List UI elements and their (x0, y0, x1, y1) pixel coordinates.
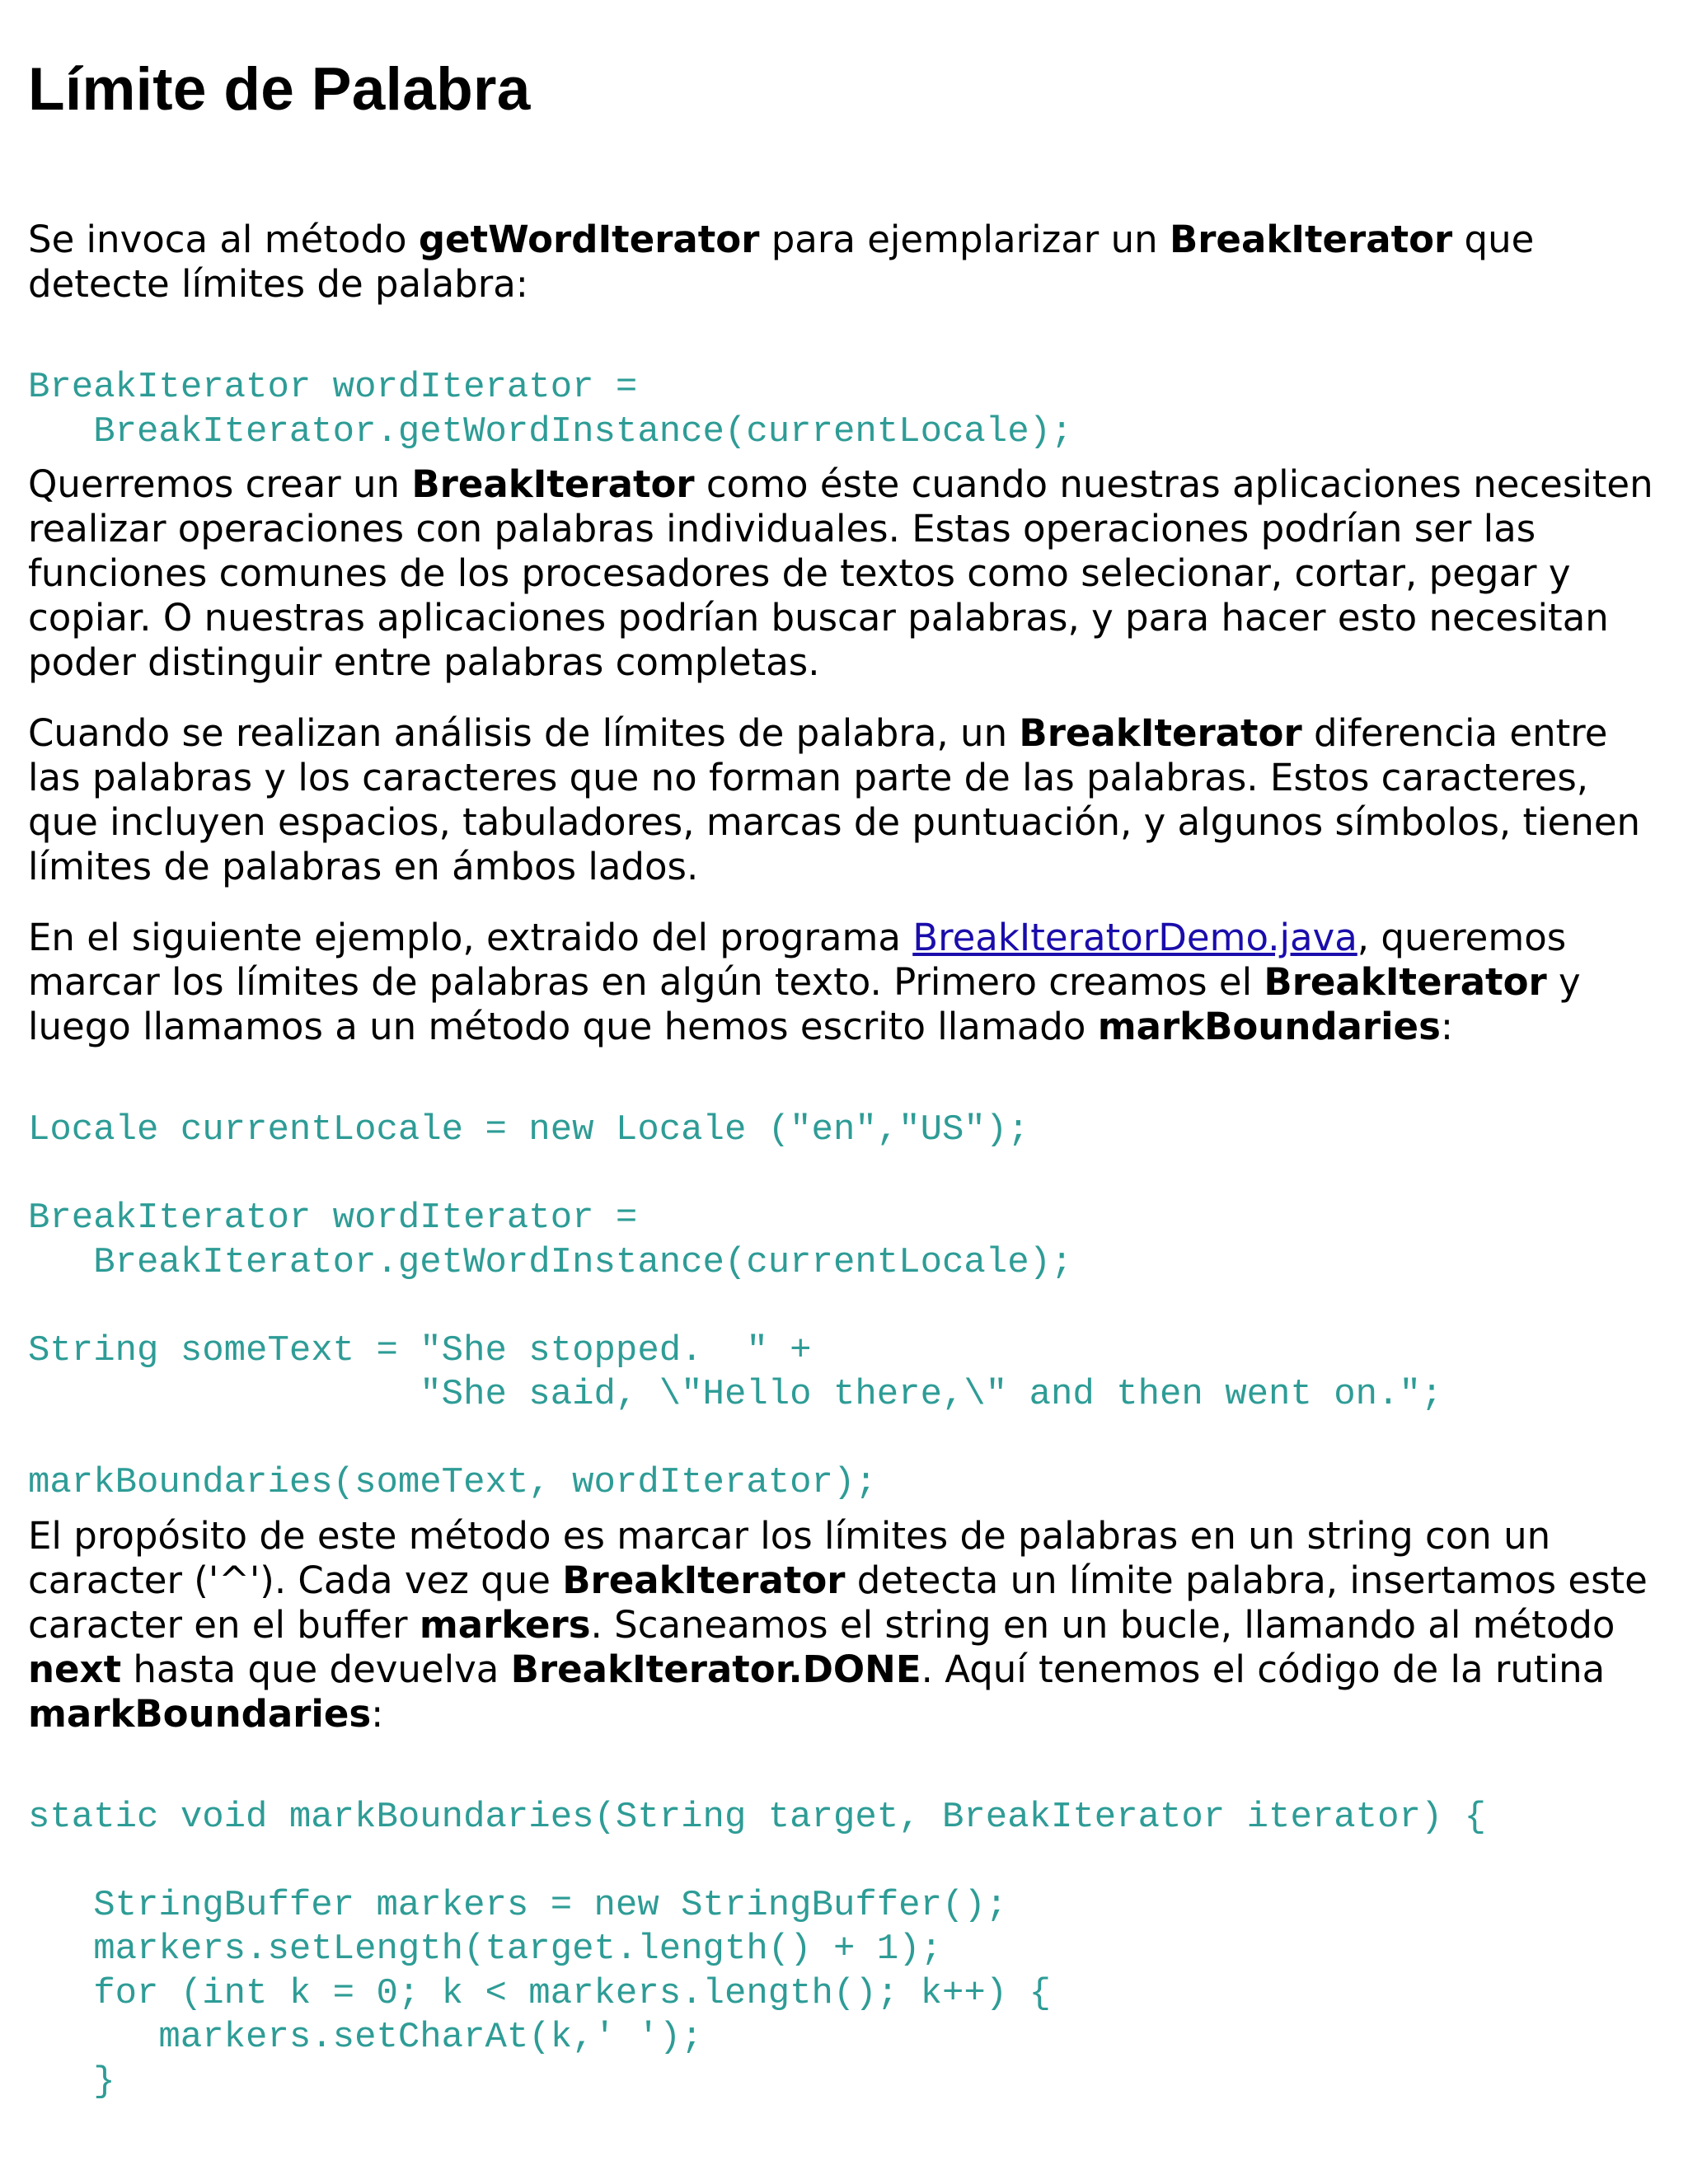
text-run: El propósito de este método es marcar los límites de palabras en un string con un caracter ('^'). Cada vez que (28, 1513, 1551, 1602)
bold-term: BreakIterator (1169, 218, 1453, 261)
bold-term: next (28, 1647, 122, 1691)
text-run: como éste cuando nuestras aplicaciones necesiten realizar operaciones con palabras individuales. Estas operaciones podrían ser las funciones comunes de los procesadores de textos como selecionar, cortar, pegar y copiar. O nuestras aplicaciones podrían buscar palabras, y para hacer esto necesitan poder distinguir entre palabras completas. (28, 462, 1653, 684)
paragraph-intro (28, 218, 1668, 307)
bold-term: BreakIterator (1264, 960, 1547, 1004)
text-run: Cuando se realizan análisis de límites de palabra, un (28, 711, 1020, 755)
code-block-example: Locale currentLocale = new Locale ("en","US"); BreakIterator wordIterator = BreakIterator.getWordInstance(currentLocale); String someText = "She stopped. " + "She said, \"Hello there,\" and then went on."; markBoundaries(someText, wordIterator); (28, 1109, 1443, 1503)
bold-term: markBoundaries (28, 1691, 372, 1736)
code-block-word-iterator: BreakIterator wordIterator = BreakIterator.getWordInstance(currentLocale); (28, 367, 1073, 452)
text-run: que detecte límites de palabra: (28, 218, 1535, 306)
text-run: hasta que devuelva (121, 1647, 511, 1691)
text-run: y luego llamamos a un método que hemos escrito llamado (28, 960, 1581, 1048)
bold-term: BreakIterator (411, 462, 695, 506)
paragraph-usage (28, 462, 1668, 685)
text-run: : (1440, 1005, 1454, 1048)
text-run: En el siguiente ejemplo, extraido del programa (28, 916, 913, 959)
bold-term: BreakIterator (1019, 711, 1302, 755)
text-run: . Aquí tenemos el código de la rutina (921, 1647, 1606, 1691)
text-run: diferencia entre las palabras y los caracteres que no forman parte de las palabras. Estos caracteres, que incluyen espacios, tabuladores, marcas de puntuación, y algunos símbolos, tienen límites de palabras en ámbos lados. (28, 711, 1641, 888)
bold-term: BreakIterator.DONE (510, 1647, 921, 1691)
bold-term: getWordIterator (418, 218, 760, 261)
demo-source-link[interactable]: BreakIteratorDemo.java (912, 916, 1357, 959)
text-run: , queremos marcar los límites de palabras en algún texto. Primero creamos el (28, 916, 1567, 1004)
text-run: para ejemplarizar un (759, 218, 1170, 261)
bold-term: BreakIterator (562, 1558, 846, 1602)
code-block-mark-boundaries: static void markBoundaries(String target, BreakIterator iterator) { StringBuffer markers = new StringBuffer(); markers.setLength(target.length() + 1); for (int k = 0; k < markers.length(); k++) { markers.setCharAt(k,' '); } (28, 1796, 1487, 2102)
text-run: Se invoca al método (28, 218, 419, 261)
bold-term: markers (419, 1602, 591, 1647)
paragraph-mark-boundaries (28, 1514, 1668, 1736)
text-run: : (371, 1691, 384, 1736)
text-run: . Scaneamos el string en un bucle, llamando al método (590, 1602, 1615, 1647)
page-title: Límite de Palabra (28, 56, 531, 123)
paragraph-example (28, 916, 1668, 1049)
document-page (28, 0, 1668, 2104)
paragraph-analysis (28, 711, 1668, 889)
text-run: detecta un límite palabra, insertamos este caracter en el buffer (28, 1558, 1648, 1647)
text-run: Querremos crear un (28, 462, 412, 506)
bold-term: markBoundaries (1097, 1005, 1441, 1048)
